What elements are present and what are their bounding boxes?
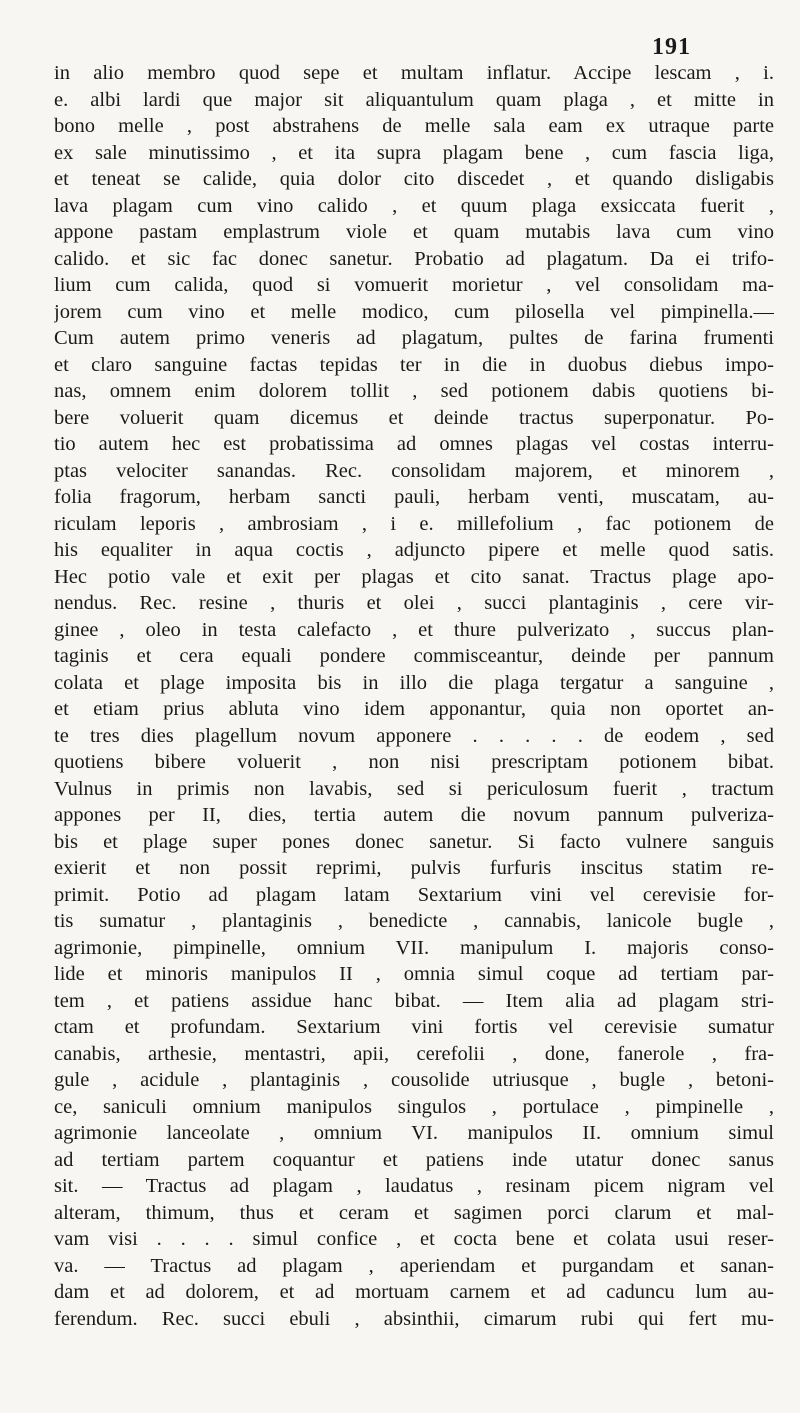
text-line: et claro sanguine factas tepidas ter in die in duobus diebus impo- [54,353,774,376]
text-line: his equaliter in aqua coctis , adjuncto pipere et melle quod satis. [54,539,774,561]
text-line: quotiens bibere voluerit , non nisi prescriptam potionem bibat. [54,751,774,773]
text-line: jorem cum vino et melle modico, cum pilosella vel pimpinella.— [54,300,774,323]
text-line: ptas velociter sanandas. Rec. consolidam majorem, et minorem , [54,459,774,482]
text-line: te tres dies plagellum novum apponere . . . . . de eodem , sed [54,724,774,747]
text-line: tis sumatur , plantaginis , benedicte , cannabis, lanicole bugle , [54,910,774,932]
text-line: bis et plage super pones donec sanetur. Si facto vulnere sanguis [54,830,774,853]
text-line: gule , acidule , plantaginis , cousolide utriusque , bugle , betoni- [54,1069,774,1091]
text-line: et etiam prius abluta vino idem apponantur, quia non oportet an- [54,698,774,720]
text-line: in alio membro quod sepe et multam inflatur. Accipe lescam , i. [54,62,774,84]
text-line: ad tertiam partem coquantur et patiens inde utatur donec sanus [54,1148,774,1171]
text-line: exierit et non possit reprimi, pulvis furfuris inscitus statim re- [54,857,774,879]
text-line: appone pastam emplastrum viole et quam mutabis lava cum vino [54,221,774,243]
text-line: dam et ad dolorem, et ad mortuam carnem et ad caduncu lum au- [54,1281,774,1303]
text-line: ex sale minutissimo , et ita supra plagam bene , cum fascia liga, [54,141,774,164]
text-line: tem , et patiens assidue hanc bibat. — Item alia ad plagam stri- [54,989,774,1012]
text-line: e. albi lardi que major sit aliquantulum quam plaga , et mitte in [54,88,774,111]
text-line: bono melle , post abstrahens de melle sala eam ex utraque parte [54,115,774,137]
text-line: sit. — Tractus ad plagam , laudatus , resinam picem nigram vel [54,1175,774,1197]
text-line: ce, saniculi omnium manipulos singulos , portulace , pimpinelle , [54,1095,774,1118]
text-line: lium cum calida, quod si vomuerit morietur , vel consolidam ma- [54,274,774,296]
text-line: taginis et cera equali pondere commisceantur, deinde per pannum [54,645,774,667]
text-line: ginee , oleo in testa calefacto , et thure pulverizato , succus plan- [54,618,774,641]
body-text [54,60,774,1332]
text-line: va. — Tractus ad plagam , aperiendam et purgandam et sanan- [54,1254,774,1277]
text-line: calido. et sic fac donec sanetur. Probatio ad plagatum. Da ei trifo- [54,247,774,270]
text-line: lide et minoris manipulos II , omnia simul coque ad tertiam par- [54,963,774,985]
text-line: nendus. Rec. resine , thuris et olei , succi plantaginis , cere vir- [54,592,774,614]
text-line: alteram, thimum, thus et ceram et sagimen porci clarum et mal- [54,1201,774,1224]
text-line: lava plagam cum vino calido , et quum plaga exsiccata fuerit , [54,194,774,217]
text-line: bere voluerit quam dicemus et deinde tractus superponatur. Po- [54,406,774,429]
text-line: Vulnus in primis non lavabis, sed si periculosum fuerit , tractum [54,777,774,800]
text-line: colata et plage imposita bis in illo die plaga tergatur a sanguine , [54,671,774,694]
text-line: tio autem hec est probatissima ad omnes plagas vel costas interru- [54,433,774,455]
text-line: primit. Potio ad plagam latam Sextarium vini vel cerevisie for- [54,883,774,906]
text-line: canabis, arthesie, mentastri, apii, cerefolii , done, fanerole , fra- [54,1042,774,1065]
text-line: folia fragorum, herbam sancti pauli, herbam venti, muscatam, au- [54,486,774,508]
text-line: appones per II, dies, tertia autem die novum pannum pulveriza- [54,804,774,826]
text-line: nas, omnem enim dolorem tollit , sed potionem dabis quotiens bi- [54,380,774,402]
text-line: ctam et profundam. Sextarium vini fortis vel cerevisie sumatur [54,1016,774,1038]
text-line: Cum autem primo veneris ad plagatum, pultes de farina frumenti [54,327,774,349]
text-line: et teneat se calide, quia dolor cito discedet , et quando disligabis [54,168,774,190]
text-line: agrimonie, pimpinelle, omnium VII. manipulum I. majoris conso- [54,936,774,959]
text-line: Hec potio vale et exit per plagas et cito sanat. Tractus plage apo- [54,565,774,588]
text-line: vam visi . . . . simul confice , et cocta bene et colata usui reser- [54,1228,774,1250]
text-line: riculam leporis , ambrosiam , i e. millefolium , fac potionem de [54,512,774,535]
text-line: ferendum. Rec. succi ebuli , absinthii, cimarum rubi qui fert mu- [54,1307,774,1330]
page-number: 191 [652,34,691,60]
text-line: agrimonie lanceolate , omnium VI. manipulos II. omnium simul [54,1122,774,1144]
